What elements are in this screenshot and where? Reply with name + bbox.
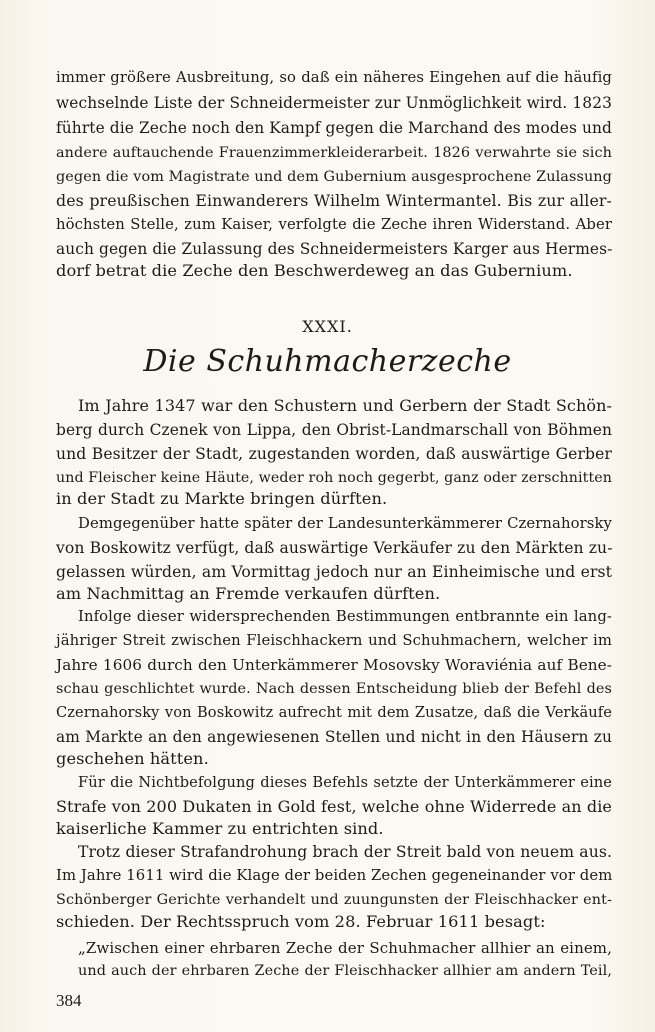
- text-line: Jahre 1606 durch den Unterkämmerer Mosovsky Woraviénia auf Bene-: [56, 656, 612, 674]
- text-line: Schönberger Gerichte verhandelt und zuungunsten der Fleischhacker ent-: [56, 892, 612, 908]
- text-line: Czernahorsky von Boskowitz aufrecht mit dem Zusatze, daß die Verkäufe: [56, 704, 612, 721]
- text-line: andere auftauchende Frauenzimmerkleiderarbeit. 1826 verwahrte sie sich: [56, 145, 612, 161]
- text-line: Im Jahre 1347 war den Schustern und Gerbern der Stadt Schön-: [78, 396, 612, 415]
- text-line: kaiserliche Kammer zu entrichten sind.: [56, 819, 384, 838]
- text-line: Trotz dieser Strafandrohung brach der Streit bald von neuem aus.: [78, 843, 612, 861]
- text-line: immer größere Ausbreitung, so daß ein näheres Eingehen auf die häufig: [56, 69, 612, 86]
- text-line: dorf betrat die Zeche den Beschwerdeweg an das Gubernium.: [56, 261, 573, 280]
- text-line: gelassen würden, am Vormittag jedoch nur an Einheimische und erst: [56, 563, 612, 581]
- text-line: „Zwischen einer ehrbaren Zeche der Schuhmacher allhier an einem,: [78, 939, 612, 957]
- text-line: und auch der ehrbaren Zeche der Fleischhacker allhier am andern Teil,: [78, 963, 612, 979]
- text-line: Infolge dieser widersprechenden Bestimmungen entbrannte ein lang-: [78, 608, 612, 625]
- section-title: Die Schuhmacherzeche: [143, 344, 512, 379]
- text-line: am Nachmittag an Fremde verkaufen dürften.: [56, 584, 441, 603]
- page-number: 384: [56, 991, 82, 1010]
- text-line: wechselnde Liste der Schneidermeister zur Unmöglichkeit wird. 1823: [56, 94, 612, 112]
- text-line: Im Jahre 1611 wird die Klage der beiden Zechen gegeneinander vor dem: [56, 867, 613, 884]
- text-line: in der Stadt zu Markte bringen dürften.: [56, 489, 388, 508]
- text-line: Strafe von 200 Dukaten in Gold fest, welche ohne Widerrede an die: [56, 797, 612, 816]
- text-line: führte die Zeche noch den Kampf gegen die Marchand des modes und: [56, 119, 612, 137]
- text-line: am Markte an den angewiesenen Stellen und nicht in den Häusern zu: [56, 728, 612, 746]
- text-line: von Boskowitz verfügt, daß auswärtige Verkäufer zu den Märkten zu-: [56, 539, 613, 557]
- text-line: des preußischen Einwanderers Wilhelm Wintermantel. Bis zur aller-: [56, 191, 612, 210]
- text-line: Demgegenüber hatte später der Landesunterkämmerer Czernahorsky: [78, 515, 612, 532]
- section-number: XXXI.: [302, 317, 353, 336]
- text-line: jähriger Streit zwischen Fleischhackern und Schuhmachern, welcher im: [56, 632, 612, 649]
- text-line: schieden. Der Rechtsspruch vom 28. Februar 1611 besagt:: [56, 912, 546, 931]
- text-line: und Besitzer der Stadt, zugestanden worden, daß auswärtige Gerber: [56, 445, 612, 463]
- text-line: berg durch Czenek von Lippa, den Obrist-Landmarschall von Böhmen: [56, 421, 612, 439]
- text-line: und Fleischer keine Häute, weder roh noch gegerbt, ganz oder zerschnitten: [56, 470, 612, 486]
- text-line: geschehen hätten.: [56, 749, 209, 768]
- text-line: schau geschlichtet wurde. Nach dessen Entscheidung blieb der Befehl des: [56, 681, 612, 697]
- text-line: höchsten Stelle, zum Kaiser, verfolgte die Zeche ihren Widerstand. Aber: [56, 216, 612, 233]
- text-line: gegen die vom Magistrate und dem Gubernium ausgesprochene Zulassung: [56, 169, 612, 185]
- text-line: auch gegen die Zulassung des Schneidermeisters Karger aus Hermes-: [56, 240, 613, 258]
- text-line: Für die Nichtbefolgung dieses Befehls setzte der Unterkämmerer eine: [78, 774, 612, 791]
